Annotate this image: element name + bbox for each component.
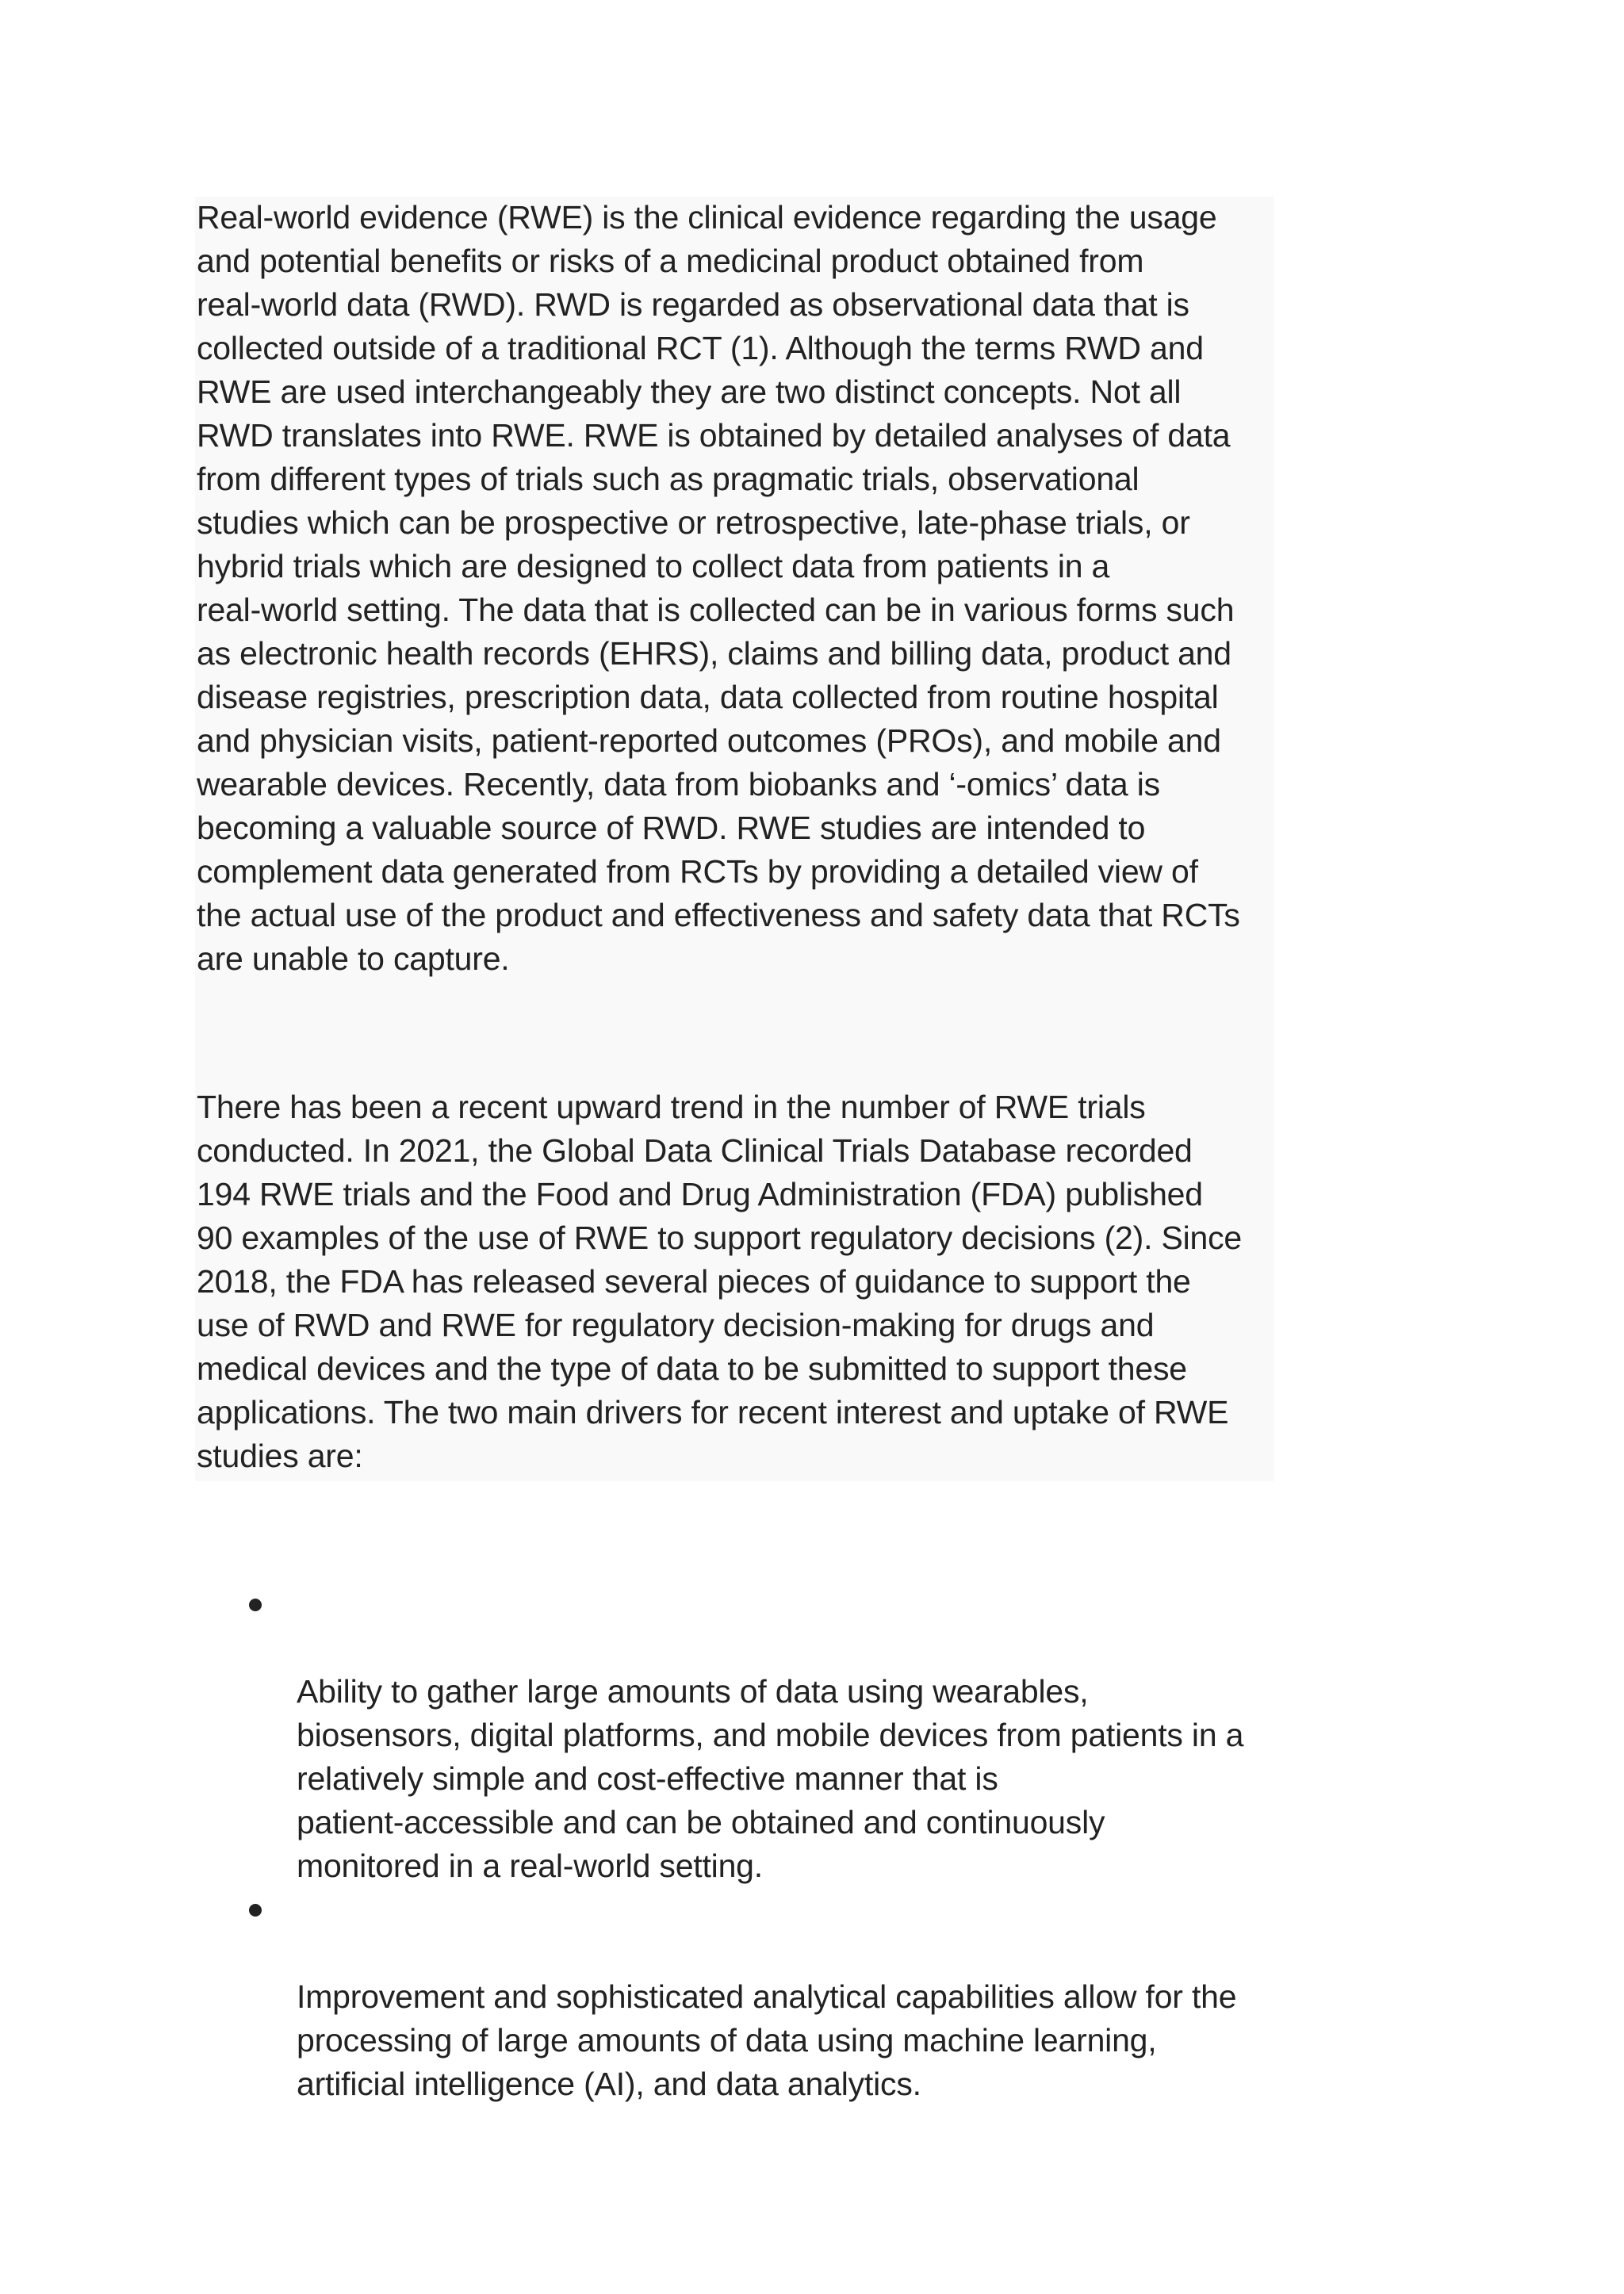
drivers-bullet-list xyxy=(246,1583,1293,2106)
bullet-icon xyxy=(249,1599,262,1611)
bullet-icon xyxy=(249,1904,262,1917)
list-item xyxy=(246,1583,1293,1888)
paragraph-rwe-trend: There has been a recent upward trend in the number of RWE trials conducted. In 2021, the Global Data Clinical Trials Database recorded 194 RWE trials and the Food and Drug Administration (FDA) published 90 examples of the use of RWE to support regulatory decisions (2). Since 2018, the FDA has released several pieces of guidance to support the use of RWD and RWE for regulatory decision-making for drugs and medical devices and the type of data to be submitted to support these applications. The two main drivers for recent interest and uptake of RWE studies are: xyxy=(197,1089,1243,1474)
paragraph-rwe-definition: Real-world evidence (RWE) is the clinical evidence regarding the usage and potential benefits or risks of a medicinal product obtained from real-world data (RWD). RWD is regarded as observational data that is collected outside of a traditional RCT (1). Although the terms RWD and RWE are used interchangeably they are two distinct concepts. Not all RWD translates into RWE. RWE is obtained by detailed analyses of data from different types of trials such as pragmatic trials, observational studies which can be prospective or retrospective, late-phase trials, or hybrid trials which are designed to collect data from patients in a real-world setting. The data that is collected can be in various forms such as electronic health records (EHRS), claims and billing data, product and disease registries, prescription data, data collected from routine hospital and physician visits, patient-reported outcomes (PROs), and mobile and wearable devices. Recently, data from biobanks and ‘-omics’ data is becoming a valuable source of RWD. RWE studies are intended to complement data generated from RCTs by providing a detailed view of the actual use of the product and effectiveness and safety data that RCTs are unable to capture. xyxy=(197,199,1240,977)
list-item xyxy=(246,1888,1293,2106)
bullet-text: Ability to gather large amounts of data using wearables, biosensors, digital platforms, and mobile devices from patients in a relatively simple and cost-effective manner that is patient-accessible and can be obtained and continuously monitored in a real-world setting. xyxy=(297,1673,1244,1884)
bullet-text: Improvement and sophisticated analytical capabilities allow for the processing of large amounts of data using machine learning, artificial intelligence (AI), and data analytics. xyxy=(297,1978,1237,2102)
